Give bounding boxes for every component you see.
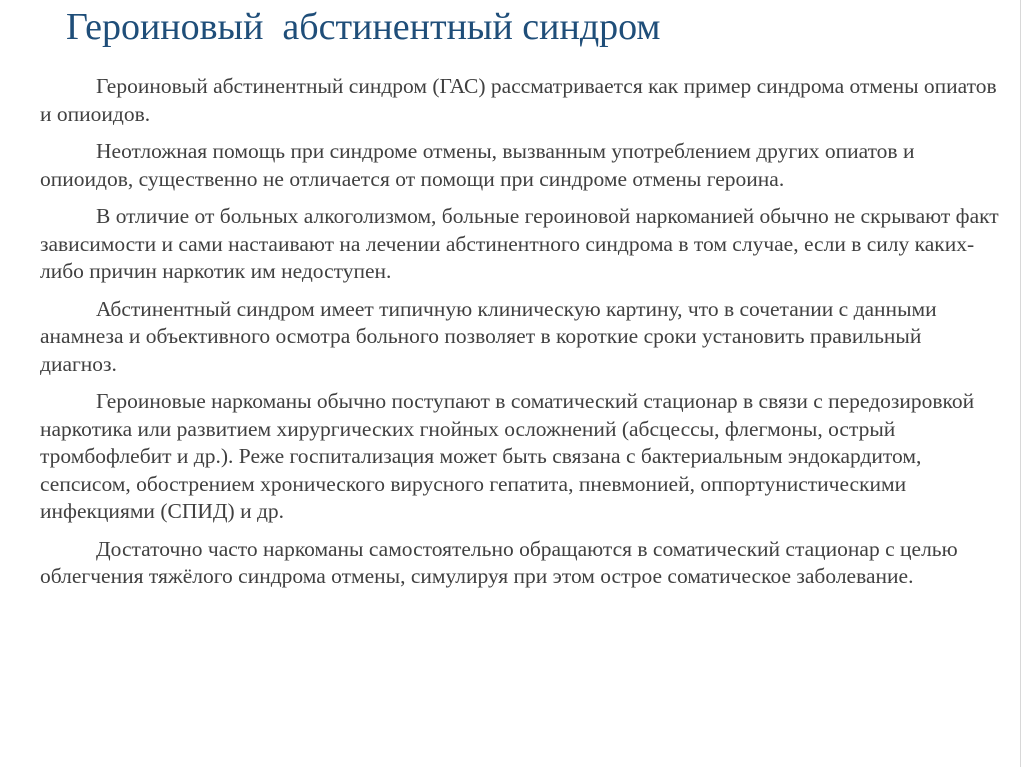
paragraph-3: В отличие от больных алкоголизмом, больные героиновой наркоманией обычно не скрывают факт зависимости и сами настаивают на лечении абстинентного синдрома в том случае, если в силу каких-либо причин наркотик им недоступен.	[40, 204, 999, 283]
paragraph-5: Героиновые наркоманы обычно поступают в соматический стационар в связи с передозировкой наркотика или развитием хирургических гнойных осложнений (абсцессы, флегмоны, острый тромбофлебит и др.). Реже госпитализация может быть связана с бактериальным эндокардитом, сепсисом, обострением хронического вирусного гепатита, пневмонией, оппортунистическими инфекциями (СПИД) и др.	[40, 389, 975, 523]
paragraph-1: Героиновый абстинентный синдром (ГАС) рассматривается как пример синдрома отмены опиатов и опиоидов.	[40, 74, 997, 126]
paragraph-6: Достаточно часто наркоманы самостоятельно обращаются в соматический стационар с целью облегчения тяжёлого синдрома отмены, симулируя при этом острое соматическое заболевание.	[40, 536, 958, 588]
slide-body	[40, 73, 1002, 601]
slide-title: Героиновый абстинентный синдром	[66, 6, 661, 48]
paragraph-2: Неотложная помощь при синдроме отмены, вызванным употреблением других опиатов и опиоидов, существенно не отличается от помощи при синдроме отмены героина.	[40, 139, 915, 191]
paragraph-4: Абстинентный синдром имеет типичную клиническую картину, что в сочетании с данными анамнеза и объективного осмотра больного позволяет в короткие сроки установить правильный диагноз.	[40, 296, 937, 376]
slide-edge-divider	[1020, 0, 1021, 767]
